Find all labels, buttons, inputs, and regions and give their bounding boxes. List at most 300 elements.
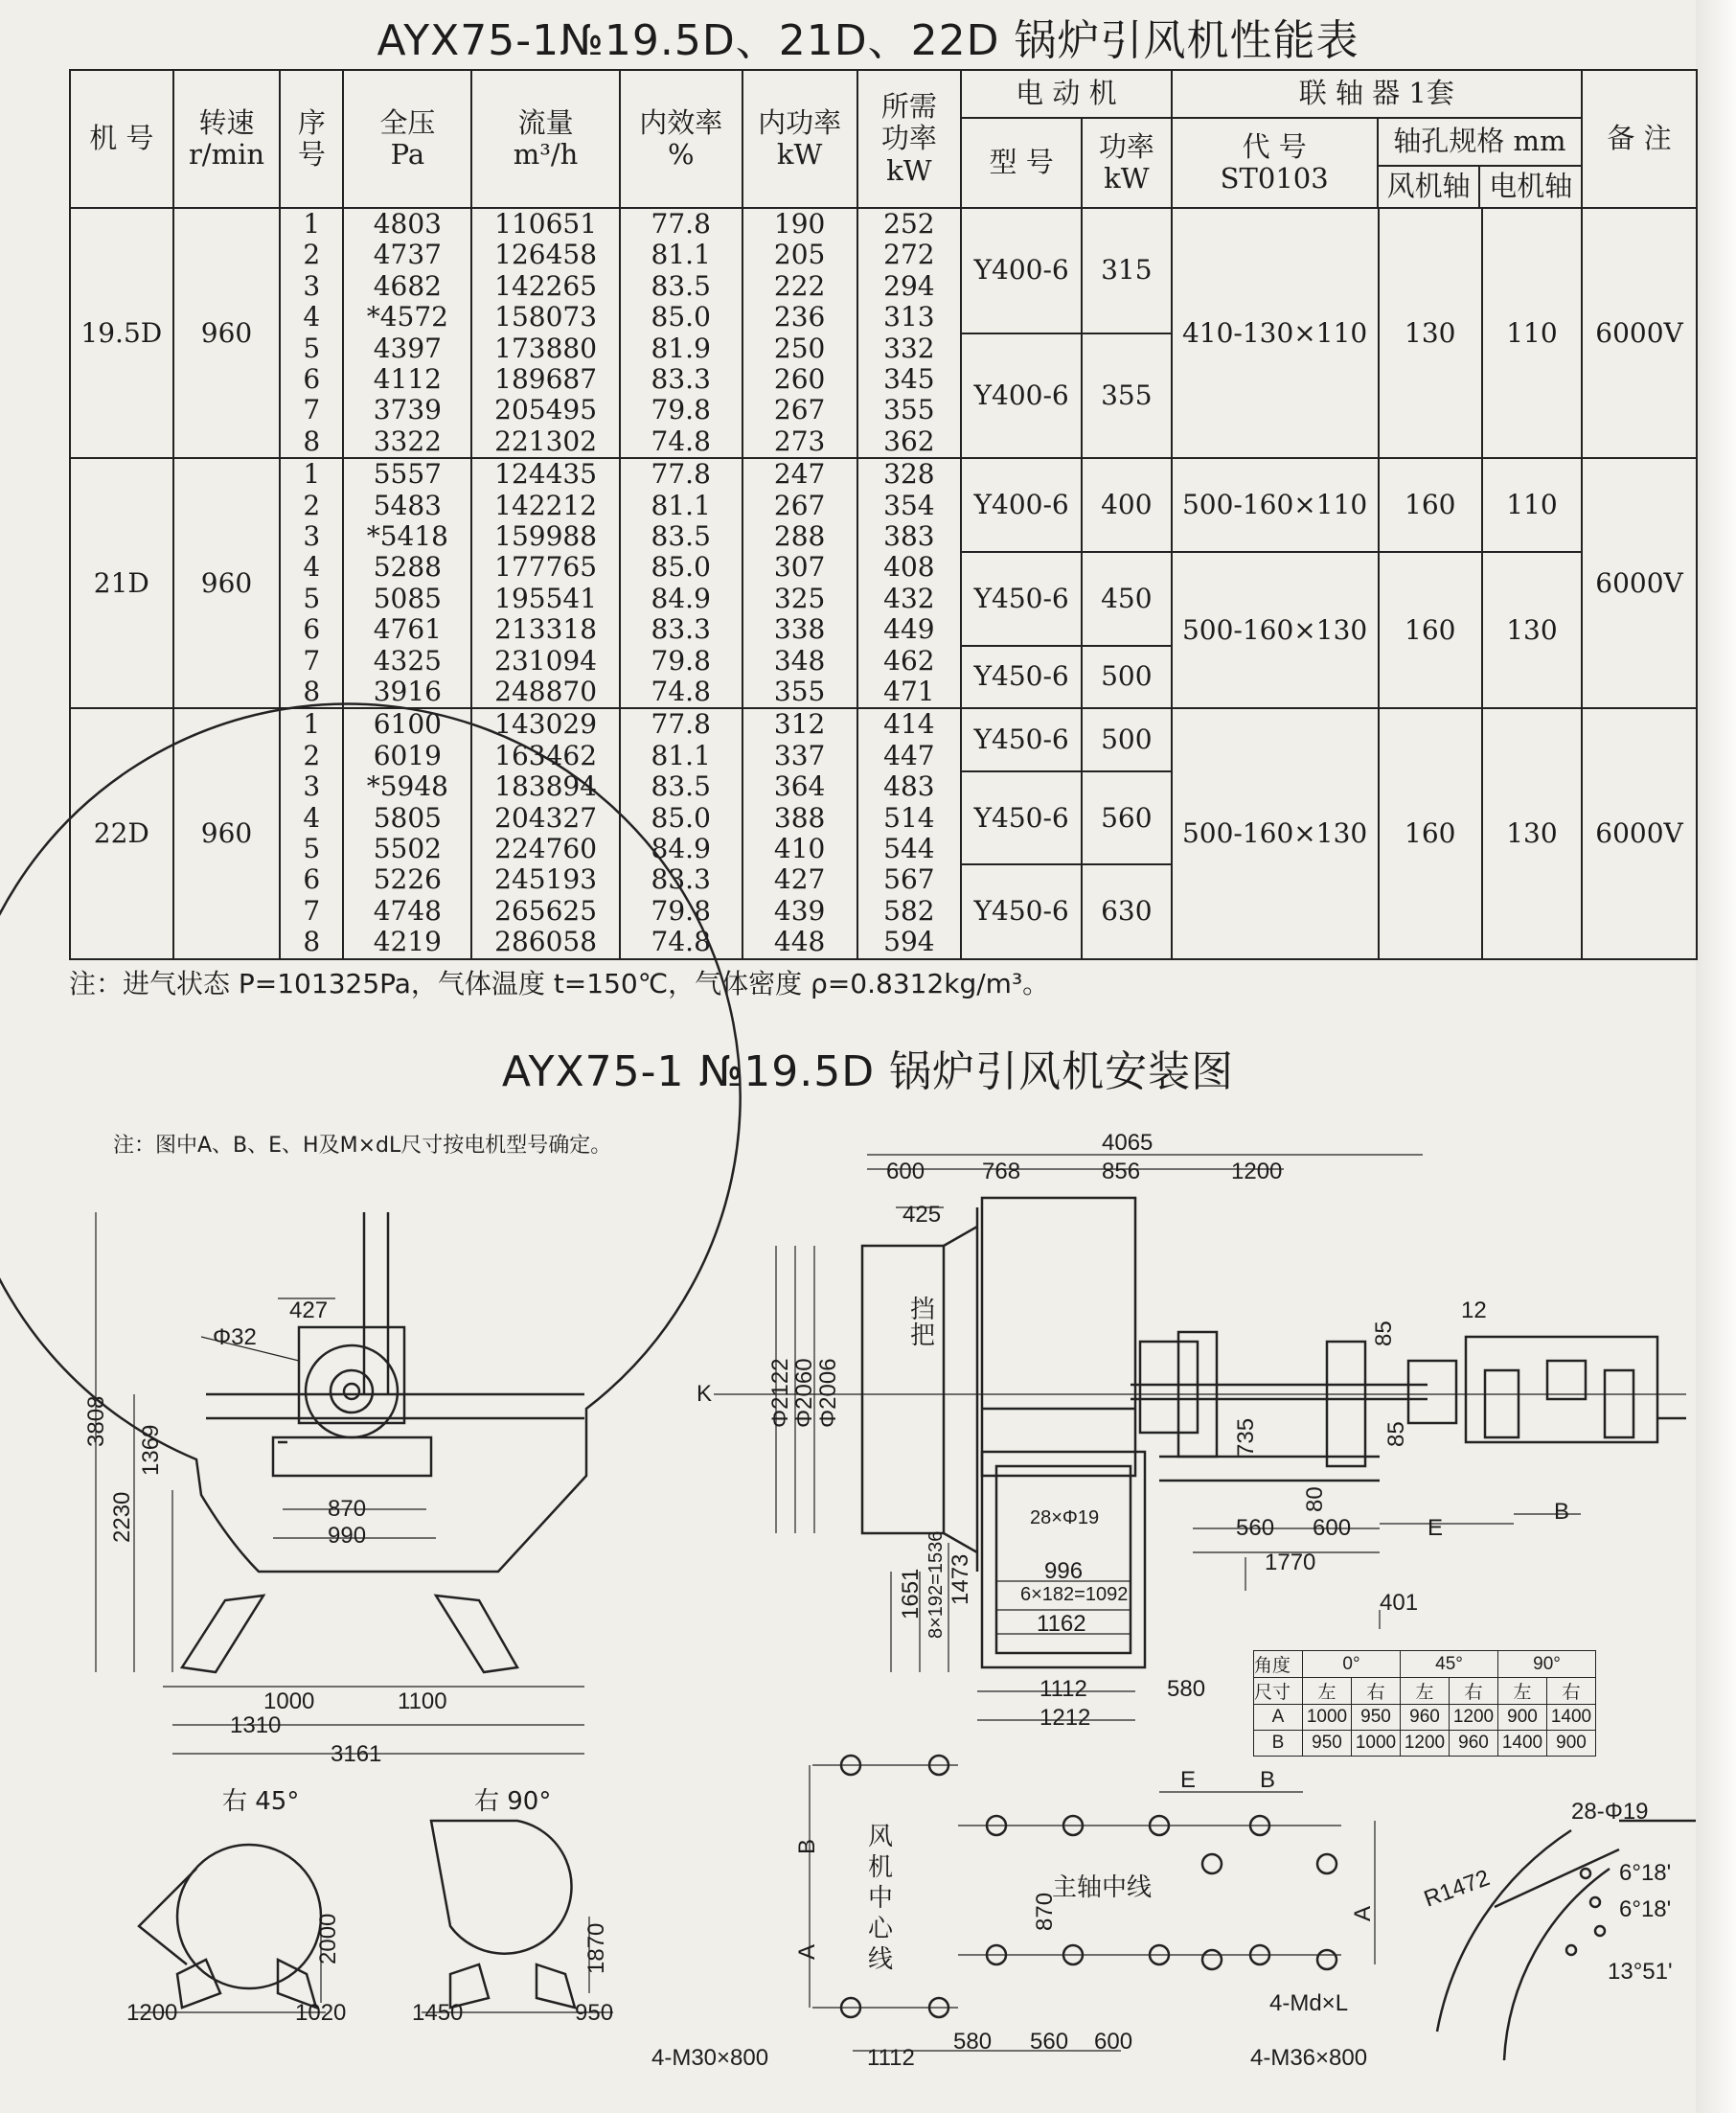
- header-pressure: 全压 Pa: [343, 70, 471, 208]
- fan-shaft-bore: 130: [1379, 209, 1482, 457]
- motor-power: 630: [1101, 895, 1153, 928]
- remark-value: 6000V: [1595, 566, 1683, 599]
- cell-flow: 159988: [494, 520, 598, 552]
- header-inner-power: 内功率 kW: [742, 70, 857, 208]
- motor-shaft-bore: 130: [1506, 816, 1558, 849]
- cell-inner_power: 273: [773, 425, 826, 457]
- cell-inner_power: 325: [773, 582, 826, 614]
- motor-shaft-bore: 130: [1506, 613, 1558, 646]
- dim-28-phi19-flange: 28-Φ19: [1571, 1799, 1649, 1825]
- dim-3161: 3161: [331, 1741, 382, 1767]
- cell-required_power: 514: [883, 801, 935, 834]
- dim-401: 401: [1380, 1590, 1419, 1616]
- side-right: 右: [1450, 1678, 1498, 1705]
- cell-eff: 83.3: [651, 613, 711, 646]
- fan-centerline-char: 线: [868, 1945, 894, 1974]
- motor-power: 500: [1101, 660, 1153, 693]
- fan-centerline-char: 机: [868, 1853, 894, 1882]
- dim-6x182: 6×182=1092: [1020, 1584, 1129, 1605]
- cell-inner_power: 388: [773, 801, 826, 834]
- header-remark: 备 注: [1582, 70, 1697, 208]
- cell-pressure: *5948: [366, 770, 448, 803]
- cell-inner_power: 247: [773, 458, 826, 491]
- cell-eff: 79.8: [651, 644, 711, 677]
- drawing-note: 注：图中A、B、E、H及M×dL尺寸按电机型号确定。: [113, 1134, 612, 1158]
- speed-value: 960: [200, 566, 253, 599]
- cell-pressure: 6019: [373, 739, 442, 771]
- dim-fa: A: [794, 1943, 820, 1960]
- cell-flow: 245193: [494, 863, 598, 896]
- dim-1200: 1200: [126, 2000, 178, 2026]
- dim-angle-b: 6°18': [1619, 1896, 1672, 1922]
- cell-seq: 1: [303, 208, 321, 241]
- cell-flow: 173880: [494, 332, 598, 364]
- cell-inner_power: 250: [773, 332, 826, 364]
- cell-required_power: 414: [883, 708, 935, 741]
- side-left: 左: [1498, 1678, 1547, 1705]
- speed-value: 960: [200, 316, 253, 349]
- cell-pressure: 4737: [373, 239, 442, 271]
- cell-flow: 204327: [494, 801, 598, 834]
- coupling-code: 410-130×110: [1173, 209, 1379, 457]
- motor-model: Y450-6: [962, 864, 1082, 957]
- dim-phi2060: Φ2060: [791, 1358, 817, 1428]
- cell-required_power: 567: [883, 863, 935, 896]
- side-right: 右: [1352, 1678, 1401, 1705]
- fan-centerline-char: 风: [868, 1823, 894, 1851]
- cell-inner_power: 337: [773, 739, 826, 771]
- cell-pressure: 3322: [373, 425, 442, 457]
- cell-pressure: 5288: [373, 551, 442, 584]
- motor-model: Y450-6: [962, 552, 1082, 645]
- cell-eff: 83.5: [651, 770, 711, 803]
- cell-inner_power: 364: [773, 770, 826, 803]
- dim-870: 870: [328, 1496, 367, 1522]
- dim-1369: 1369: [138, 1424, 164, 1476]
- cell-pressure: 4219: [373, 926, 442, 958]
- dim-85-bottom: 85: [1383, 1421, 1409, 1447]
- cell-seq: 4: [303, 301, 321, 333]
- cell-flow: 195541: [494, 582, 598, 614]
- side-left: 左: [1303, 1678, 1352, 1705]
- angle-45: 45°: [1401, 1651, 1498, 1678]
- cell-pressure: 4761: [373, 613, 442, 646]
- dim-m36: 4-M36×800: [1250, 2045, 1368, 2071]
- cell-a: 1400: [1547, 1705, 1596, 1731]
- dim-2000: 2000: [315, 1913, 341, 1964]
- dim-b: B: [1554, 1499, 1570, 1525]
- fan-centerline-char: 中: [868, 1884, 894, 1913]
- cell-required_power: 332: [883, 332, 935, 364]
- dim-fe: E: [1180, 1767, 1197, 1793]
- cell-eff: 85.0: [651, 301, 711, 333]
- dim-80: 80: [1302, 1486, 1328, 1512]
- cell-eff: 74.8: [651, 675, 711, 707]
- dim-8x192: 8×192=1536: [925, 1530, 947, 1639]
- dim-1000: 1000: [263, 1688, 315, 1714]
- header-coupling: 联 轴 器 1套: [1172, 70, 1583, 118]
- cell-seq: 4: [303, 551, 321, 584]
- side-view-labels: [910, 1296, 935, 1350]
- dim-600-f: 600: [1094, 2029, 1133, 2055]
- angle-dimension-table: [1253, 1650, 1596, 1757]
- dim-r1472: R1472: [1420, 1865, 1494, 1913]
- dim-1200: 1200: [1231, 1159, 1283, 1184]
- cell-inner_power: 348: [773, 644, 826, 677]
- motor-power: 355: [1101, 379, 1153, 411]
- angle-90: 90°: [1498, 1651, 1596, 1678]
- cell-eff: 77.8: [651, 208, 711, 241]
- side-view-titles: [222, 1787, 551, 1816]
- cell-seq: 2: [303, 239, 321, 271]
- speed-value: 960: [200, 816, 253, 849]
- cell-inner_power: 267: [773, 489, 826, 521]
- cell-pressure: 4682: [373, 269, 442, 302]
- cell-pressure: 5085: [373, 582, 442, 614]
- cell-required_power: 449: [883, 613, 935, 646]
- cell-inner_power: 439: [773, 894, 826, 927]
- fan-centerline-label: [868, 1823, 894, 1974]
- label-handle: 把: [910, 1321, 936, 1350]
- cell-eff: 81.9: [651, 332, 711, 364]
- cell-a: 950: [1352, 1705, 1401, 1731]
- cell-flow: 224760: [494, 832, 598, 864]
- cell-seq: 8: [303, 425, 321, 457]
- cell-required_power: 447: [883, 739, 935, 771]
- cell-pressure: 5226: [373, 863, 442, 896]
- cell-seq: 8: [303, 926, 321, 958]
- cell-required_power: 362: [883, 425, 935, 457]
- cell-flow: 265625: [494, 894, 598, 927]
- cell-flow: 248870: [494, 675, 598, 707]
- header-required-power: 所需 功率 kW: [857, 70, 962, 208]
- cell-flow: 110651: [494, 208, 598, 241]
- dim-1112-f: 1112: [867, 2045, 915, 2071]
- cell-required_power: 294: [883, 269, 935, 302]
- dim-560: 560: [1236, 1515, 1275, 1541]
- cell-b: 1400: [1498, 1731, 1547, 1757]
- cell-eff: 84.9: [651, 582, 711, 614]
- motor-model: Y400-6: [962, 333, 1082, 458]
- cell-required_power: 582: [883, 894, 935, 927]
- cell-pressure: *5418: [366, 520, 448, 552]
- flange-detail: [1437, 1821, 1696, 2060]
- dim-870-f: 870: [1032, 1892, 1058, 1931]
- cell-inner_power: 312: [773, 708, 826, 741]
- right90-view: [431, 1821, 575, 2008]
- cell-inner_power: 410: [773, 832, 826, 864]
- cell-inner_power: 236: [773, 301, 826, 333]
- motor-model: Y450-6: [962, 646, 1082, 708]
- cell-flow: 142265: [494, 269, 598, 302]
- dim-angle-c: 13°51': [1608, 1959, 1673, 1985]
- cell-flow: 221302: [494, 425, 598, 457]
- cell-eff: 83.3: [651, 863, 711, 896]
- cell-pressure: *4572: [366, 301, 448, 333]
- motor-model: Y450-6: [962, 709, 1082, 771]
- cell-inner_power: 355: [773, 675, 826, 707]
- cell-seq: 6: [303, 863, 321, 896]
- header-motor: 电 动 机: [961, 70, 1171, 118]
- header-fan-shaft: 风机轴: [1378, 166, 1480, 208]
- cell-required_power: 594: [883, 926, 935, 958]
- cell-seq: 7: [303, 644, 321, 677]
- cell-flow: 143029: [494, 708, 598, 741]
- dim-996: 996: [1044, 1558, 1084, 1584]
- cell-seq: 7: [303, 894, 321, 927]
- header-bore: 轴孔规格 mm: [1378, 118, 1582, 166]
- dim-fb2: B: [1260, 1767, 1276, 1793]
- dim-1112: 1112: [1039, 1676, 1087, 1702]
- dim-m30: 4-M30×800: [651, 2045, 769, 2071]
- cell-flow: 189687: [494, 362, 598, 395]
- cell-required_power: 252: [883, 208, 935, 241]
- machine-number-value: 22D: [93, 816, 149, 849]
- dim-990: 990: [328, 1523, 367, 1549]
- dim-1870: 1870: [583, 1922, 609, 1974]
- cell-required_power: 483: [883, 770, 935, 803]
- cell-seq: 1: [303, 708, 321, 741]
- dim-4065: 4065: [1102, 1130, 1154, 1156]
- cell-pressure: 5805: [373, 801, 442, 834]
- header-machine: 机 号: [70, 70, 173, 208]
- cell-pressure: 3916: [373, 675, 442, 707]
- header-coupling-code: 代 号 ST0103: [1172, 118, 1378, 208]
- remark-value: 6000V: [1595, 816, 1683, 849]
- cell-pressure: 4325: [373, 644, 442, 677]
- cell-required_power: 313: [883, 301, 935, 333]
- side-view: [862, 1198, 1686, 1667]
- cell-required_power: 462: [883, 644, 935, 677]
- cell-inner_power: 205: [773, 239, 826, 271]
- cell-inner_power: 190: [773, 208, 826, 241]
- cell-a: 960: [1401, 1705, 1450, 1731]
- cell-eff: 79.8: [651, 394, 711, 426]
- dim-3808: 3808: [83, 1395, 109, 1447]
- machine-number-value: 21D: [93, 566, 149, 599]
- cell-pressure: 4397: [373, 332, 442, 364]
- dim-2230: 2230: [109, 1491, 135, 1543]
- cell-seq: 2: [303, 739, 321, 771]
- dim-856: 856: [1102, 1159, 1141, 1184]
- header-efficiency: 内效率 %: [620, 70, 742, 208]
- cell-seq: 1: [303, 458, 321, 491]
- side-view-dims: [697, 1130, 1569, 1731]
- cell-seq: 5: [303, 832, 321, 864]
- cell-eff: 77.8: [651, 708, 711, 741]
- dim-phi2122: Φ2122: [767, 1358, 793, 1428]
- cell-flow: 213318: [494, 613, 598, 646]
- angle-0: 0°: [1303, 1651, 1401, 1678]
- side-left: 左: [1401, 1678, 1450, 1705]
- cell-eff: 74.8: [651, 425, 711, 457]
- motor-model: Y400-6: [962, 459, 1082, 552]
- dim-950: 950: [575, 2000, 614, 2026]
- dim-560-f: 560: [1030, 2029, 1069, 2055]
- table-note: 注：进气状态 P=101325Pa，气体温度 t=150℃，气体密度 ρ=0.8312kg/m³。: [69, 968, 1050, 999]
- cell-eff: 81.1: [651, 489, 711, 521]
- dim-e: E: [1428, 1515, 1444, 1541]
- coupling-code: 500-160×130: [1173, 552, 1379, 707]
- foundation-labels: [868, 1823, 1152, 1974]
- cell-seq: 3: [303, 269, 321, 302]
- cell-pressure: 4803: [373, 208, 442, 241]
- cell-pressure: 5502: [373, 832, 442, 864]
- cell-pressure: 4748: [373, 894, 442, 927]
- dim-735: 735: [1233, 1417, 1259, 1457]
- dim-md-l: 4-Md×L: [1269, 1990, 1349, 2016]
- cell-flow: 286058: [494, 926, 598, 958]
- dim-1651: 1651: [898, 1568, 924, 1619]
- cell-flow: 124435: [494, 458, 598, 491]
- cell-required_power: 345: [883, 362, 935, 395]
- motor-model: Y450-6: [962, 771, 1082, 864]
- dim-1310: 1310: [230, 1712, 282, 1738]
- cell-b: 960: [1450, 1731, 1498, 1757]
- cell-flow: 126458: [494, 239, 598, 271]
- header-seq: 序 号: [280, 70, 343, 208]
- dim-1162: 1162: [1037, 1611, 1086, 1637]
- cell-eff: 83.5: [651, 269, 711, 302]
- cell-eff: 74.8: [651, 926, 711, 958]
- cell-seq: 7: [303, 394, 321, 426]
- fan-shaft-bore: 160: [1379, 709, 1482, 957]
- cell-required_power: 408: [883, 551, 935, 584]
- cell-eff: 83.5: [651, 520, 711, 552]
- cell-eff: 81.1: [651, 739, 711, 771]
- cell-inner_power: 448: [773, 926, 826, 958]
- header-motor-model: 型 号: [961, 118, 1082, 208]
- cell-seq: 6: [303, 613, 321, 646]
- dim-phi2006: Φ2006: [815, 1358, 841, 1428]
- coupling-code: 500-160×110: [1173, 459, 1379, 552]
- motor-power: 400: [1082, 459, 1170, 552]
- dim-12: 12: [1461, 1298, 1487, 1323]
- row-label-b: B: [1254, 1731, 1303, 1757]
- dim-1450: 1450: [412, 2000, 464, 2026]
- cell-flow: 231094: [494, 644, 598, 677]
- motor-power: 560: [1082, 771, 1170, 864]
- fan-shaft-bore: 160: [1379, 459, 1482, 552]
- cell-required_power: 328: [883, 458, 935, 491]
- cell-b: 900: [1547, 1731, 1596, 1757]
- cell-required_power: 383: [883, 520, 935, 552]
- header-motor-shaft: 电机轴: [1479, 166, 1582, 208]
- machine-number-value: 19.5D: [80, 316, 163, 349]
- cell-required_power: 544: [883, 832, 935, 864]
- motor-power: 315: [1082, 209, 1170, 333]
- cell-flow: 142212: [494, 489, 598, 521]
- cell-seq: 5: [303, 582, 321, 614]
- cell-inner_power: 288: [773, 520, 826, 552]
- performance-table-title: AYX75-1№19.5D、21D、22D 锅炉引风机性能表: [377, 16, 1359, 65]
- cell-required_power: 471: [883, 675, 935, 707]
- label-stop: 挡: [910, 1296, 936, 1324]
- cell-pressure: 4112: [373, 362, 442, 395]
- dim-angle-a: 6°18': [1619, 1860, 1672, 1886]
- motor-shaft-bore: 110: [1482, 459, 1581, 552]
- header-speed: 转速 r/min: [173, 70, 281, 208]
- cell-inner_power: 260: [773, 362, 826, 395]
- cell-eff: 81.1: [651, 239, 711, 271]
- cell-flow: 177765: [494, 551, 598, 584]
- cell-a: 900: [1498, 1705, 1547, 1731]
- dim-1212: 1212: [1039, 1705, 1091, 1731]
- header-flow: 流量 m³/h: [471, 70, 619, 208]
- dim-600-b: 600: [1313, 1515, 1352, 1541]
- cell-eff: 83.3: [651, 362, 711, 395]
- cell-inner_power: 267: [773, 394, 826, 426]
- cell-eff: 77.8: [651, 458, 711, 491]
- dim-600: 600: [886, 1159, 925, 1184]
- dim-1100: 1100: [398, 1688, 447, 1714]
- cell-seq: 3: [303, 520, 321, 552]
- cell-seq: 6: [303, 362, 321, 395]
- fan-shaft-bore: 160: [1379, 552, 1482, 707]
- dim-fa2: A: [1350, 1905, 1376, 1921]
- cell-flow: 205495: [494, 394, 598, 426]
- main-shaft-label: 主轴中线: [1052, 1873, 1153, 1902]
- dim-1020: 1020: [295, 2000, 347, 2026]
- cell-b: 950: [1303, 1731, 1352, 1757]
- foundation-dims: [651, 1767, 1376, 2071]
- cell-pressure: 3739: [373, 394, 442, 426]
- cell-flow: 183894: [494, 770, 598, 803]
- dim-768: 768: [982, 1159, 1021, 1184]
- coupling-code: 500-160×130: [1173, 709, 1379, 957]
- cell-seq: 5: [303, 332, 321, 364]
- cell-a: 1000: [1303, 1705, 1352, 1731]
- dim-phi32: Φ32: [213, 1324, 257, 1350]
- angle-corner-top: 角度: [1254, 1651, 1303, 1678]
- cell-eff: 79.8: [651, 894, 711, 927]
- header-motor-power: 功率 kW: [1082, 118, 1171, 208]
- cell-seq: 3: [303, 770, 321, 803]
- cell-flow: 163462: [494, 739, 598, 771]
- cell-inner_power: 307: [773, 551, 826, 584]
- motor-shaft-bore: 110: [1506, 316, 1558, 349]
- right45-view: [139, 1845, 321, 2008]
- cell-required_power: 354: [883, 489, 935, 521]
- installation-title: AYX75-1 №19.5D 锅炉引风机安装图: [501, 1047, 1235, 1096]
- row-label-a: A: [1254, 1705, 1303, 1731]
- right90-title: 右 90°: [474, 1787, 552, 1816]
- cell-inner_power: 427: [773, 863, 826, 896]
- cell-pressure: 5483: [373, 489, 442, 521]
- cell-seq: 2: [303, 489, 321, 521]
- dim-580-f: 580: [953, 2029, 993, 2055]
- cell-flow: 158073: [494, 301, 598, 333]
- fan-centerline-char: 心: [868, 1915, 894, 1943]
- cell-a: 1200: [1450, 1705, 1498, 1731]
- dim-1770: 1770: [1265, 1550, 1316, 1575]
- cell-inner_power: 222: [773, 269, 826, 302]
- dim-fb: B: [794, 1838, 820, 1854]
- cell-seq: 8: [303, 675, 321, 707]
- cell-eff: 85.0: [651, 801, 711, 834]
- angle-corner-bottom: 尺寸: [1254, 1678, 1303, 1705]
- cell-eff: 85.0: [651, 551, 711, 584]
- cell-eff: 84.9: [651, 832, 711, 864]
- motor-power: 450: [1082, 552, 1170, 645]
- cell-b: 1000: [1352, 1731, 1401, 1757]
- dim-427: 427: [289, 1298, 329, 1323]
- right45-title: 右 45°: [222, 1787, 300, 1816]
- dim-425: 425: [902, 1202, 942, 1228]
- cell-b: 1200: [1401, 1731, 1450, 1757]
- cell-pressure: 6100: [373, 708, 442, 741]
- dim-28-phi19: 28×Φ19: [1030, 1507, 1100, 1528]
